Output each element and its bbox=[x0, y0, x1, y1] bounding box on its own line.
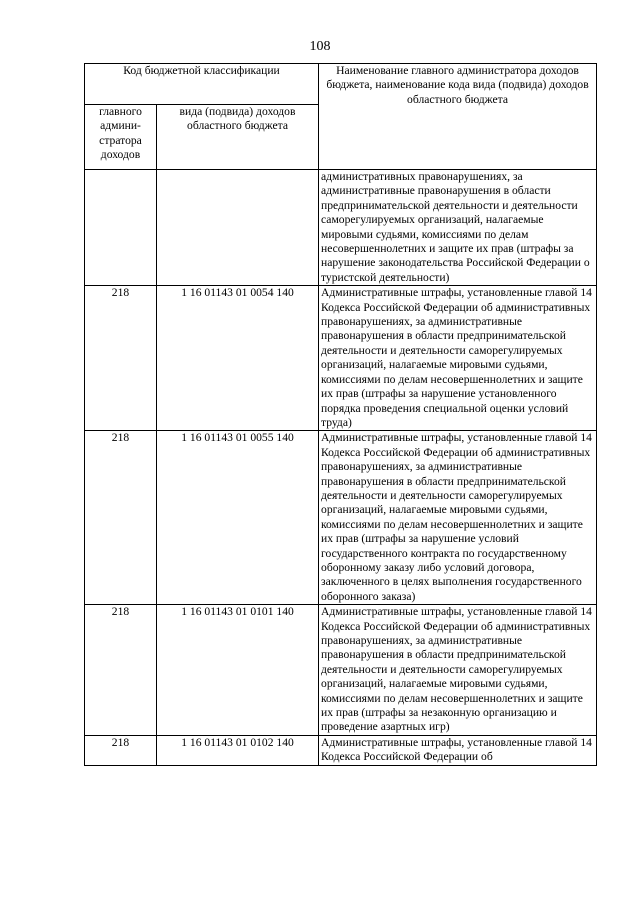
table-body bbox=[85, 170, 597, 766]
header-budget-code-group: Код бюджетной классификации bbox=[85, 64, 319, 105]
table-header bbox=[85, 64, 597, 170]
table-row bbox=[85, 431, 597, 605]
cell-revenue-code: 1 16 01143 01 0055 140 bbox=[157, 431, 319, 605]
table-row bbox=[85, 286, 597, 431]
table-row bbox=[85, 170, 597, 286]
header-chief-administrator: главного админи-стратора доходов bbox=[85, 105, 157, 170]
cell-description: Административные штрафы, установленные главой 14 Кодекса Российской Федерации об bbox=[319, 735, 597, 765]
cell-admin-code bbox=[85, 170, 157, 286]
page-number: 108 bbox=[309, 39, 331, 54]
cell-admin-code: 218 bbox=[85, 735, 157, 765]
cell-revenue-code: 1 16 01143 01 0102 140 bbox=[157, 735, 319, 765]
cell-revenue-code bbox=[157, 170, 319, 286]
header-row-group bbox=[85, 64, 597, 105]
cell-admin-code: 218 bbox=[85, 605, 157, 736]
table-row bbox=[85, 605, 597, 736]
header-administrator-name: Наименование главного администратора доходов бюджета, наименование кода вида (подвида) доходов областного бюджета bbox=[319, 64, 597, 170]
cell-revenue-code: 1 16 01143 01 0054 140 bbox=[157, 286, 319, 431]
cell-admin-code: 218 bbox=[85, 431, 157, 605]
cell-description: административных правонарушениях, за административные правонарушения в области предпринимательской деятельности и деятельности саморегулируемых организаций, налагаемые мировыми судьями, комиссиями по делам несовершеннолетних и защите их прав (штрафы за нарушение законодательства Российской Федерации о туристской деятельности) bbox=[319, 170, 597, 286]
cell-revenue-code: 1 16 01143 01 0101 140 bbox=[157, 605, 319, 736]
cell-description: Административные штрафы, установленные главой 14 Кодекса Российской Федерации об административных правонарушениях, за административные правонарушения в области предпринимательской деятельности и деятельности саморегулируемых организаций, налагаемые мировыми судьями, комиссиями по делам несовершеннолетних и защите их прав (штрафы за нарушение установленного порядка проведения специальной оценки условий труда) bbox=[319, 286, 597, 431]
budget-classification-table bbox=[84, 63, 597, 766]
cell-description: Административные штрафы, установленные главой 14 Кодекса Российской Федерации об административных правонарушениях, за административные правонарушения в области предпринимательской деятельности и деятельности саморегулируемых организаций, налагаемые мировыми судьями, комиссиями по делам несовершеннолетних и защите их прав (штрафы за незаконную организацию и проведение азартных игр) bbox=[319, 605, 597, 736]
cell-admin-code: 218 bbox=[85, 286, 157, 431]
cell-description: Административные штрафы, установленные главой 14 Кодекса Российской Федерации об административных правонарушениях, за административные правонарушения в области предпринимательской деятельности и деятельности саморегулируемых организаций, налагаемые мировыми судьями, комиссиями по делам несовершеннолетних и защите их прав (штрафы за нарушение условий государственного контракта по государственному оборонному заказу либо условий договора, заключенного в целях выполнения государственного оборонного заказа) bbox=[319, 431, 597, 605]
header-revenue-type: вида (подвида) доходов областного бюджета bbox=[157, 105, 319, 170]
table-row bbox=[85, 735, 597, 765]
